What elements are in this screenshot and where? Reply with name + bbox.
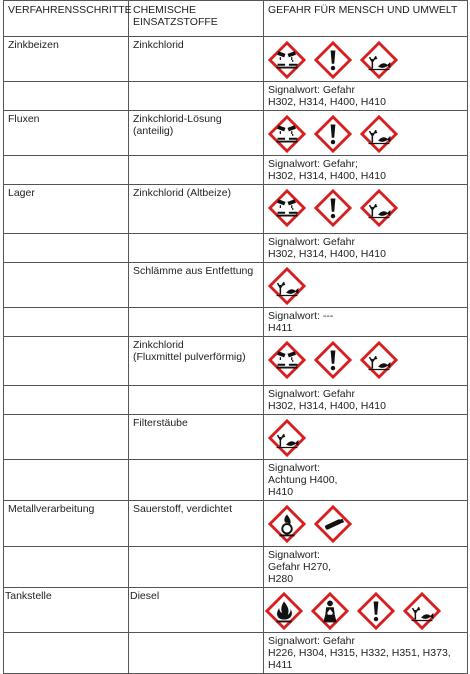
table-row bbox=[4, 460, 468, 501]
pictogram-cell bbox=[264, 415, 468, 460]
gas-cylinder-icon bbox=[314, 505, 352, 543]
pictogram-cell bbox=[264, 111, 468, 156]
signal-word-cell: Signalwort: Gefahr H270, H280 bbox=[264, 547, 468, 588]
table-row bbox=[4, 82, 468, 111]
table-row bbox=[4, 588, 468, 633]
signal-word-cell: Signalwort: Gefahr H226, H304, H315, H332, H351, H373, H411 bbox=[264, 633, 468, 674]
table-row bbox=[4, 633, 468, 674]
empty-cell bbox=[129, 156, 264, 185]
empty-cell bbox=[129, 386, 264, 415]
substance-cell: Filterstäube bbox=[129, 415, 264, 460]
environment-icon bbox=[268, 267, 306, 305]
environment-icon bbox=[403, 592, 441, 630]
exclamation-icon bbox=[357, 592, 395, 630]
environment-icon bbox=[360, 341, 398, 379]
exclamation-icon bbox=[314, 189, 352, 227]
empty-cell bbox=[129, 82, 264, 111]
substance-cell: Zinkchlorid bbox=[129, 37, 264, 82]
pictogram-group bbox=[265, 590, 463, 630]
pictogram-cell bbox=[264, 501, 468, 547]
pictogram-cell bbox=[264, 588, 468, 633]
table-row bbox=[4, 501, 468, 547]
oxidizer-icon bbox=[268, 505, 306, 543]
empty-cell bbox=[129, 633, 264, 674]
environment-icon bbox=[360, 41, 398, 79]
signal-word-cell: Signalwort: Achtung H400, H410 bbox=[264, 460, 468, 501]
header-hazard: GEFAHR FÜR MENSCH UND UMWELT bbox=[264, 1, 468, 37]
substance-cell: Diesel bbox=[129, 588, 264, 633]
exclamation-icon bbox=[314, 341, 352, 379]
corrosion-icon bbox=[268, 115, 306, 153]
empty-cell bbox=[4, 308, 129, 337]
pictogram-group bbox=[268, 39, 463, 79]
table-row bbox=[4, 386, 468, 415]
signal-word-cell: Signalwort: Gefahr H302, H314, H400, H410 bbox=[264, 82, 468, 111]
environment-icon bbox=[360, 189, 398, 227]
signal-word-cell: Signalwort: Gefahr H302, H314, H400, H410 bbox=[264, 234, 468, 263]
table-row bbox=[4, 547, 468, 588]
signal-word-cell: Signalwort: Gefahr H302, H314, H400, H410 bbox=[264, 386, 468, 415]
empty-cell bbox=[129, 547, 264, 588]
empty-cell bbox=[4, 234, 129, 263]
substance-cell: Sauerstoff, verdichtet bbox=[129, 501, 264, 547]
process-step-cell: Lager bbox=[4, 185, 129, 234]
pictogram-group bbox=[268, 503, 463, 543]
corrosion-icon bbox=[268, 189, 306, 227]
empty-cell bbox=[129, 234, 264, 263]
health-hazard-icon bbox=[311, 592, 349, 630]
pictogram-group bbox=[268, 417, 463, 457]
process-step-cell: Tankstelle bbox=[4, 588, 129, 633]
process-step-cell bbox=[4, 337, 129, 386]
process-step-cell bbox=[4, 263, 129, 308]
process-step-cell: Fluxen bbox=[4, 111, 129, 156]
empty-cell bbox=[4, 156, 129, 185]
exclamation-icon bbox=[314, 41, 352, 79]
header-chemical-substances: CHEMISCHE EINSATZSTOFFE bbox=[129, 1, 264, 37]
environment-icon bbox=[268, 419, 306, 457]
process-step-cell: Metallverarbeitung bbox=[4, 501, 129, 547]
substance-cell: Zinkchlorid (Altbeize) bbox=[129, 185, 264, 234]
process-step-cell: Zinkbeizen bbox=[4, 37, 129, 82]
hazard-table bbox=[3, 0, 468, 674]
process-step-cell bbox=[4, 415, 129, 460]
environment-icon bbox=[360, 115, 398, 153]
header-row bbox=[4, 1, 468, 37]
table-row bbox=[4, 111, 468, 156]
substance-cell: Zinkchlorid-Lösung (anteilig) bbox=[129, 111, 264, 156]
pictogram-cell bbox=[264, 337, 468, 386]
pictogram-group bbox=[268, 187, 463, 227]
empty-cell bbox=[129, 460, 264, 501]
signal-word-cell: Signalwort: --- H411 bbox=[264, 308, 468, 337]
table-row bbox=[4, 37, 468, 82]
corrosion-icon bbox=[268, 41, 306, 79]
table-row bbox=[4, 415, 468, 460]
empty-cell bbox=[4, 82, 129, 111]
table-row bbox=[4, 156, 468, 185]
pictogram-group bbox=[268, 113, 463, 153]
signal-word-cell: Signalwort: Gefahr; H302, H314, H400, H410 bbox=[264, 156, 468, 185]
table-row bbox=[4, 234, 468, 263]
pictogram-cell bbox=[264, 185, 468, 234]
table-row bbox=[4, 263, 468, 308]
pictogram-cell bbox=[264, 263, 468, 308]
flame-icon bbox=[265, 592, 303, 630]
pictogram-group bbox=[268, 339, 463, 379]
substance-cell: Schlämme aus Entfettung bbox=[129, 263, 264, 308]
empty-cell bbox=[129, 308, 264, 337]
empty-cell bbox=[4, 547, 129, 588]
table-row bbox=[4, 337, 468, 386]
pictogram-group bbox=[268, 265, 463, 305]
corrosion-icon bbox=[268, 341, 306, 379]
table-row bbox=[4, 308, 468, 337]
empty-cell bbox=[4, 633, 129, 674]
substance-cell: Zinkchlorid (Fluxmittel pulverförmig) bbox=[129, 337, 264, 386]
table-row bbox=[4, 185, 468, 234]
empty-cell bbox=[4, 386, 129, 415]
pictogram-cell bbox=[264, 37, 468, 82]
empty-cell bbox=[4, 460, 129, 501]
exclamation-icon bbox=[314, 115, 352, 153]
header-process-steps: VERFAHRENSSCHRITTE bbox=[4, 1, 129, 37]
